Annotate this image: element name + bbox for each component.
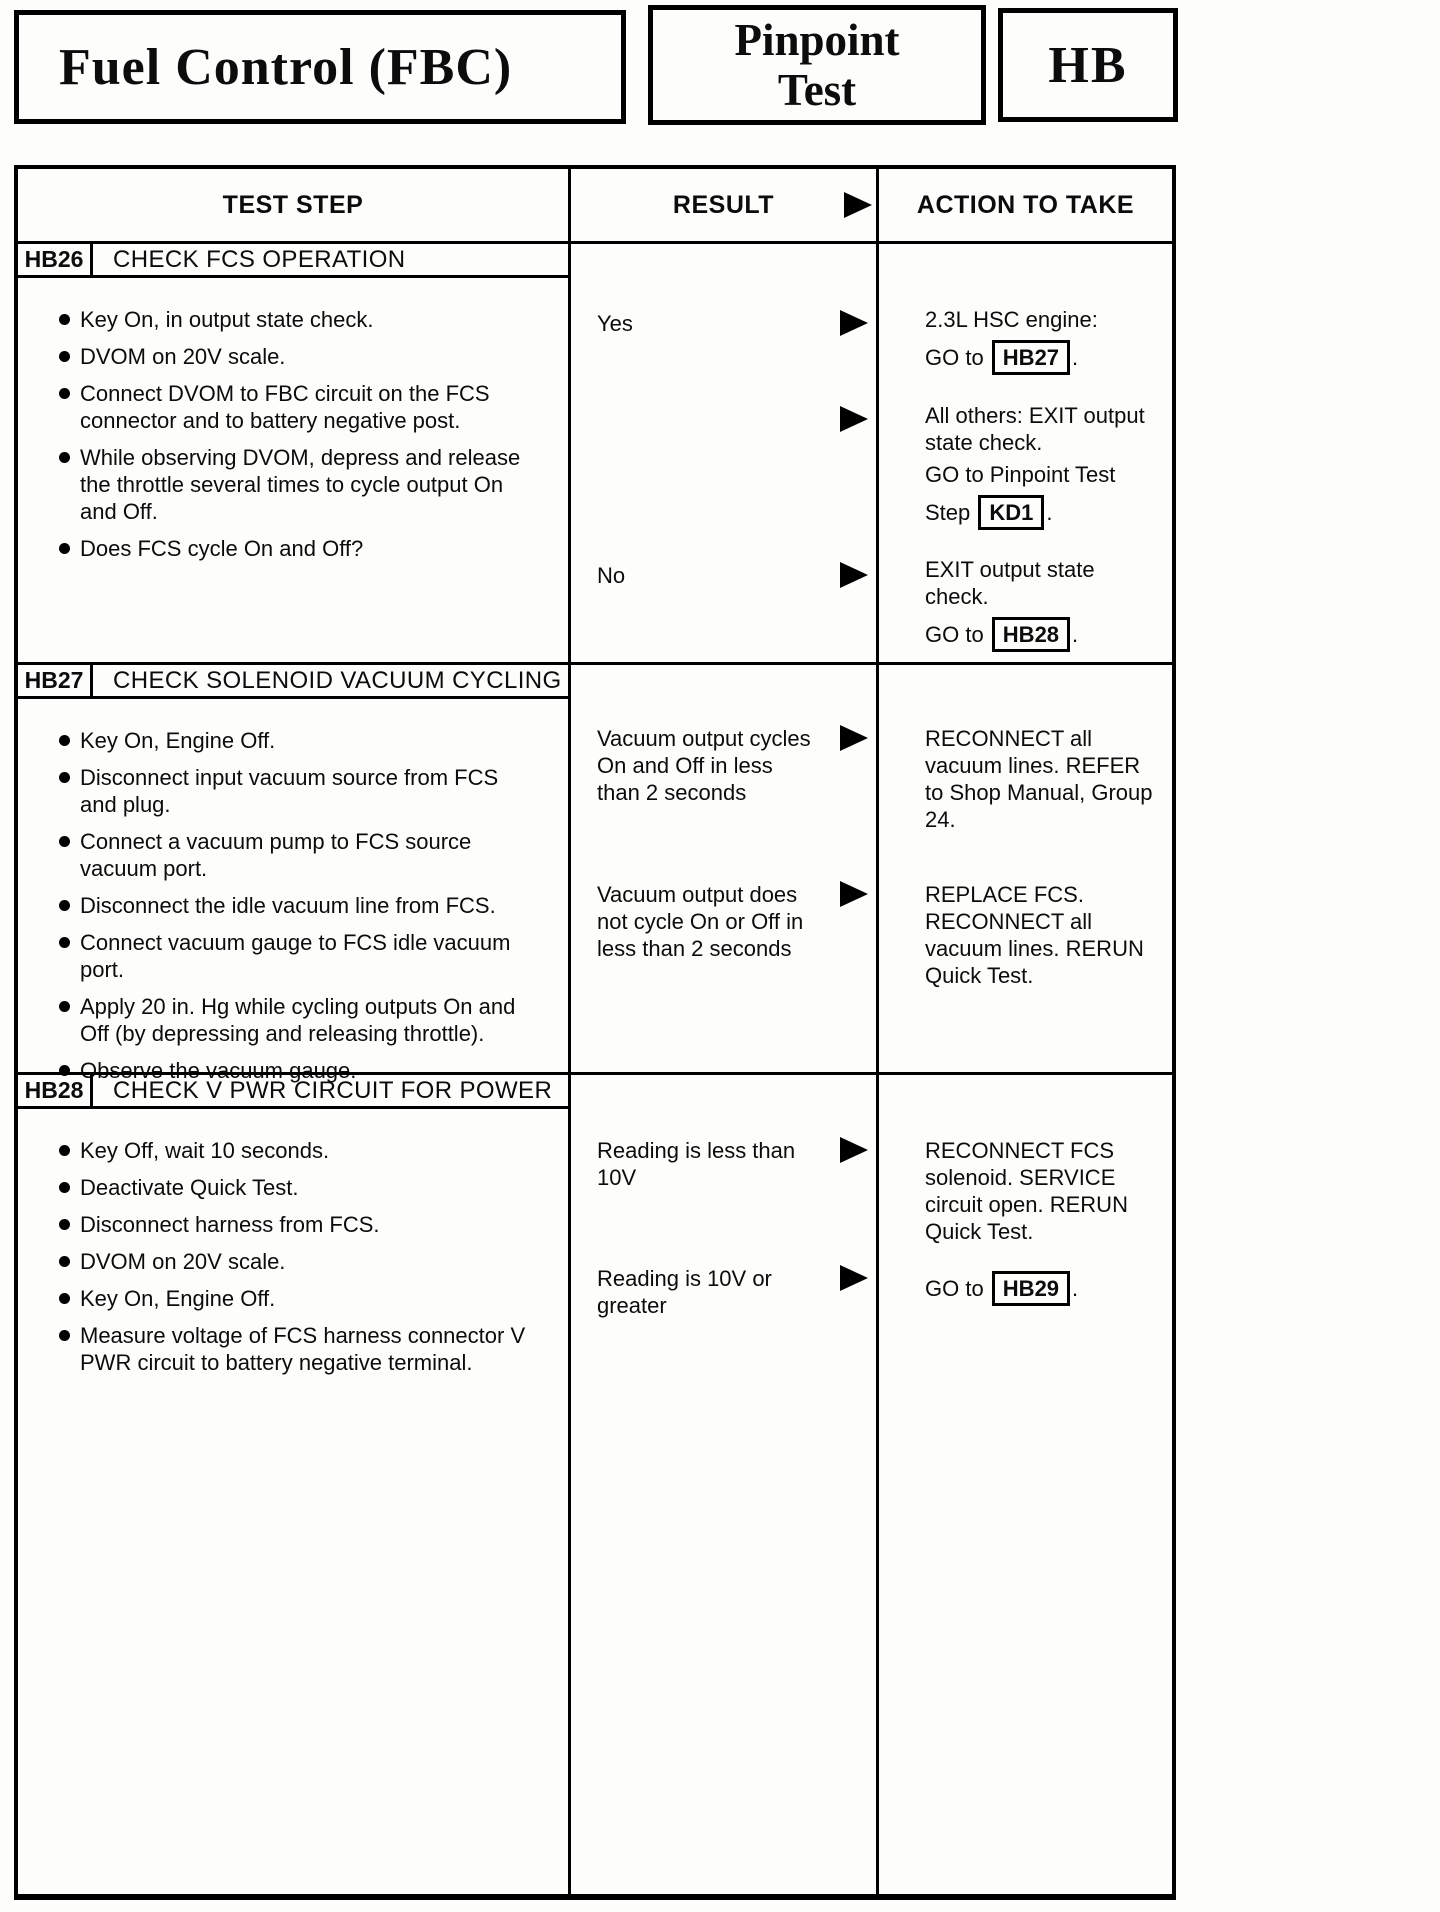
- list-item: [80, 764, 532, 818]
- step-text: Does FCS cycle On and Off?: [80, 536, 364, 561]
- action-goto-line: [925, 493, 1157, 530]
- action-entry: [925, 306, 1157, 380]
- action-text: [925, 881, 1157, 989]
- step-text: Disconnect harness from FCS.: [80, 1212, 380, 1237]
- step-code-badge: HB26: [18, 244, 93, 275]
- section-code-box: [998, 8, 1178, 122]
- bullet-icon: [59, 1001, 70, 1012]
- pinpoint-test-table: [14, 165, 1176, 1900]
- bullet-icon: [59, 1145, 70, 1156]
- action-entry: [925, 556, 1157, 657]
- action-text: [925, 461, 1157, 488]
- bullet-icon: [59, 836, 70, 847]
- bullet-icon: [59, 1293, 70, 1304]
- step-text: Connect vacuum gauge to FCS idle vacuum port.: [80, 930, 511, 982]
- test-step-cell: [18, 665, 568, 1094]
- bullet-icon: [59, 1256, 70, 1267]
- bullet-icon: [59, 1182, 70, 1193]
- page-title: Fuel Control (FBC): [59, 38, 513, 96]
- bullet-icon: [59, 735, 70, 746]
- result-entry: [597, 1137, 868, 1191]
- list-item: [80, 306, 532, 333]
- result-label: Reading is 10V or greater: [597, 1266, 772, 1318]
- step-title: CHECK FCS OPERATION: [113, 245, 406, 273]
- step-title: CHECK SOLENOID VACUUM CYCLING: [113, 666, 562, 694]
- result-arrow-icon: [840, 1265, 868, 1291]
- step-text: DVOM on 20V scale.: [80, 344, 286, 369]
- action-entry: [925, 1269, 1157, 1311]
- list-item: [80, 1137, 532, 1164]
- action-line-text: RECONNECT FCS solenoid. SERVICE circuit open. RERUN Quick Test.: [925, 1138, 1128, 1244]
- test-step-cell: [18, 1075, 568, 1894]
- bullet-icon: [59, 351, 70, 362]
- goto-suffix: .: [1072, 345, 1079, 370]
- page-title-box: [14, 10, 626, 124]
- action-entry: [925, 1137, 1157, 1250]
- action-goto-line: [925, 338, 1157, 375]
- result-entry: [597, 881, 868, 962]
- action-line-text: RECONNECT all vacuum lines. REFER to Shop Manual, Group 24.: [925, 726, 1153, 832]
- step-list: [18, 699, 568, 1084]
- result-arrow-icon: [840, 406, 868, 432]
- step-list: [18, 278, 568, 562]
- step-text: While observing DVOM, depress and release the throttle several times to cycle output On and Off.: [80, 445, 521, 524]
- result-header-label: RESULT: [672, 190, 775, 219]
- result-arrow-icon: [840, 562, 868, 588]
- result-label: Vacuum output cycles On and Off in less than 2 seconds: [597, 726, 811, 805]
- action-text: [925, 725, 1157, 833]
- result-entry: [597, 1265, 868, 1319]
- action-entry: [925, 881, 1157, 994]
- step-text: Observe the vacuum gauge.: [80, 1058, 357, 1083]
- action-line-text: REPLACE FCS. RECONNECT all vacuum lines. RERUN Quick Test.: [925, 882, 1144, 988]
- step-text: Connect a vacuum pump to FCS source vacuum port.: [80, 829, 472, 881]
- result-entry: [597, 562, 868, 589]
- section-hb28: [18, 1072, 1172, 1894]
- action-text: [925, 306, 1157, 333]
- result-entry: [597, 725, 868, 806]
- result-arrow-icon: [844, 192, 872, 218]
- column-header-action: [876, 169, 1172, 241]
- list-item: [80, 1322, 532, 1376]
- result-entry: [597, 310, 868, 337]
- bullet-icon: [59, 452, 70, 463]
- step-text: DVOM on 20V scale.: [80, 1249, 286, 1274]
- bullet-icon: [59, 772, 70, 783]
- action-text: [925, 556, 1157, 610]
- list-item: [80, 1285, 532, 1312]
- action-line-text: EXIT output state check.: [925, 557, 1095, 609]
- section-hb26: [18, 241, 1172, 662]
- step-ref-badge: KD1: [978, 495, 1044, 530]
- result-arrow-icon: [840, 725, 868, 751]
- column-header-result: [568, 169, 876, 241]
- list-item: [80, 929, 532, 983]
- bullet-icon: [59, 314, 70, 325]
- step-text: Key On, in output state check.: [80, 307, 374, 332]
- list-item: [80, 892, 532, 919]
- step-title: CHECK V PWR CIRCUIT FOR POWER: [113, 1076, 553, 1104]
- list-item: [80, 993, 532, 1047]
- section-code: HB: [1048, 36, 1128, 94]
- step-text: Connect DVOM to FBC circuit on the FCS connector and to battery negative post.: [80, 381, 490, 433]
- action-cell: [876, 1075, 1172, 1894]
- result-label: No: [597, 563, 626, 588]
- step-ref-badge: HB29: [992, 1271, 1070, 1306]
- test-step-header-label: TEST STEP: [222, 190, 364, 219]
- list-item: [80, 343, 532, 370]
- bullet-icon: [59, 543, 70, 554]
- result-arrow-icon: [840, 1137, 868, 1163]
- goto-prefix: Step: [925, 500, 977, 525]
- section-hb27: [18, 662, 1172, 1083]
- result-arrow-icon: [840, 310, 868, 336]
- list-item: [80, 1174, 532, 1201]
- goto-suffix: .: [1046, 500, 1053, 525]
- action-line-text: 2.3L HSC engine:: [925, 307, 1098, 332]
- action-entry: [925, 402, 1157, 535]
- step-ref-badge: HB27: [992, 340, 1070, 375]
- list-item: [80, 1248, 532, 1275]
- result-cell: [568, 244, 876, 662]
- step-ref-badge: HB28: [992, 617, 1070, 652]
- step-code-badge: HB28: [18, 1075, 93, 1106]
- step-list: [18, 1109, 568, 1376]
- action-cell: [876, 244, 1172, 662]
- result-label: Vacuum output does not cycle On or Off in less than 2 seconds: [597, 882, 804, 961]
- action-line-text: GO to Pinpoint Test: [925, 462, 1116, 487]
- goto-suffix: .: [1072, 1276, 1079, 1301]
- result-label: Yes: [597, 311, 633, 336]
- step-text: Measure voltage of FCS harness connector V PWR circuit to battery negative terminal.: [80, 1323, 526, 1375]
- step-text: Deactivate Quick Test.: [80, 1175, 299, 1200]
- step-text: Disconnect input vacuum source from FCS and plug.: [80, 765, 499, 817]
- section-band: [18, 244, 568, 278]
- action-text: [925, 402, 1157, 456]
- bullet-icon: [59, 1219, 70, 1230]
- table-header-row: [18, 169, 1172, 241]
- list-item: [80, 828, 532, 882]
- list-item: [80, 1211, 532, 1238]
- step-text: Apply 20 in. Hg while cycling outputs On and Off (by depressing and releasing throttle).: [80, 994, 516, 1046]
- goto-prefix: GO to: [925, 622, 990, 647]
- goto-prefix: GO to: [925, 1276, 990, 1301]
- list-item: [80, 727, 532, 754]
- step-code-badge: HB27: [18, 665, 93, 696]
- action-line-text: All others: EXIT output state check.: [925, 403, 1145, 455]
- result-label: Reading is less than 10V: [597, 1138, 796, 1190]
- action-header-label: ACTION TO TAKE: [916, 190, 1135, 219]
- bullet-icon: [59, 1330, 70, 1341]
- list-item: [80, 380, 532, 434]
- list-item: [80, 444, 532, 525]
- pinpoint-label-line2: Test: [777, 65, 857, 115]
- step-text: Disconnect the idle vacuum line from FCS.: [80, 893, 496, 918]
- step-text: Key On, Engine Off.: [80, 728, 276, 753]
- test-step-cell: [18, 244, 568, 662]
- action-goto-line: [925, 615, 1157, 652]
- result-arrow-icon: [840, 881, 868, 907]
- list-item: [80, 535, 532, 562]
- column-header-test-step: [18, 169, 568, 241]
- goto-prefix: GO to: [925, 345, 990, 370]
- result-cell: [568, 665, 876, 1094]
- pinpoint-test-box: [648, 5, 986, 125]
- result-cell: [568, 1075, 876, 1894]
- goto-suffix: .: [1072, 622, 1079, 647]
- section-band: [18, 665, 568, 699]
- pinpoint-label-line1: Pinpoint: [734, 14, 900, 65]
- bullet-icon: [59, 388, 70, 399]
- bullet-icon: [59, 900, 70, 911]
- section-band: [18, 1075, 568, 1109]
- action-entry: [925, 725, 1157, 838]
- action-cell: [876, 665, 1172, 1094]
- step-text: Key On, Engine Off.: [80, 1286, 276, 1311]
- bullet-icon: [59, 937, 70, 948]
- action-text: [925, 1137, 1157, 1245]
- step-text: Key Off, wait 10 seconds.: [80, 1138, 330, 1163]
- action-goto-line: [925, 1269, 1157, 1306]
